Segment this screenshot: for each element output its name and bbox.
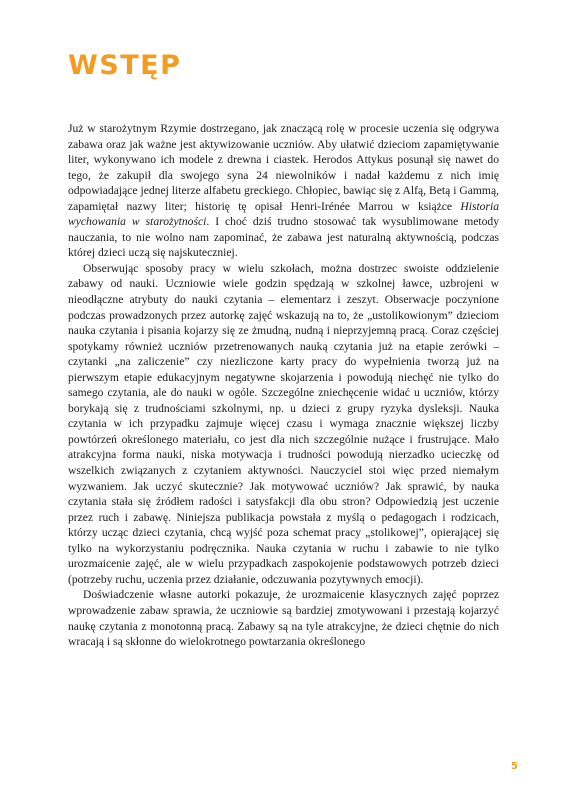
text-run: Już w starożytnym Rzymie dostrzegano, jak znaczącą rolę w procesie uczenia się odgrywa zabawa oraz jak ważne jest aktywizowanie uczniów. Aby ułatwić dzieciom zapamiętywanie liter, wykonywano ich modele z drewna i ciastek. Herodos Attykus posunął się nawet do tego, że zakupił dla swojego syna 24 niewolników i nadał każdemu z nich imię odpowiadające jednej literze alfabetu greckiego. Chłopiec, bawiąc się z Alfą, Betą i Gammą, zapamiętał nazwy liter; historię tę opisał Henri-Irénée Marrou w książce — [68, 122, 499, 213]
paragraph — [68, 121, 499, 261]
text-run: . I choć dziś trudno stosować tak wysublimowane metody nauczania, to nie wolno nam zapominać, że zabawa jest naturalną aktywnością, podczas której dzieci uczą się najskuteczniej. — [68, 215, 499, 260]
text-run: Obserwując sposoby pracy w wielu szkołach, można dostrzec swoiste oddzielenie zabawy od nauki. Uczniowie wiele godzin spędzają w szkolnej ławce, uzbrojeni w nieodłączne atrybuty do nauki czytania – elementarz i zeszyt. Obserwacje poczynione podczas prowadzonych przez autorkę zajęć wskazują na to, że „ustolikowionym” dzieciom nauka czytania i pisania kojarzy się ze żmudną, nudną i nieprzyjemną pracą. Coraz częściej spotykamy również uczniów przetrenowanych nauką czytania już na etapie zerówki – czytanki „na zaliczenie” czy niezliczone karty pracy do wypełnienia tworzą już na pierwszym etapie edukacyjnym negatywne skojarzenia i powodują niechęć nie tylko do samego czytania, ale do nauki w ogóle. Szczególne zniechęcenie widać u uczniów, którzy borykają się z trudnościami szkolnymi, np. u dzieci z grupy ryzyka dysleksji. Nauka czytania w ich przypadku zajmuje więcej czasu i wymaga znacznie większej liczby powtórzeń określonego materiału, co jest dla nich szczególnie nużące i frustrujące. Mało atrakcyjna forma nauki, niska motywacja i trudności powodują nierzadko ucieczkę od wszelkich związanych z czytaniem aktywności. Nauczyciel stoi więc przed niemałym wyzwaniem. Jak uczyć skutecznie? Jak motywować uczniów? Jak sprawić, by nauka czytania stała się źródłem radości i satysfakcji dla obu stron? Odpowiedzią jest uczenie przez ruch i zabawę. Niniejsza publikacja powstała z myślą o pedagogach i rodzicach, którzy ucząc dzieci czytania, chcą wyjść poza schemat pracy „stolikowej”, opierającej się tylko na wykorzystaniu podręcznika. Nauka czytania w ruchu i zabawie to nie tylko urozmaicenie zajęć, ale w wielu przypadkach zaspokojenie podstawowych potrzeb dzieci (potrzeby ruchu, uczenia przez działanie, odczuwania pozytywnych emocji). — [68, 261, 499, 586]
paragraph — [68, 587, 499, 649]
body-text — [68, 121, 499, 650]
book-title: Historia wychowania w starożytności — [68, 199, 499, 229]
text-run: Doświadczenie własne autorki pokazuje, że urozmaicenie klasycznych zajęć poprzez wprowadzenie zabaw sprawia, że uczniowie są bardziej zmotywowani i przestają kojarzyć naukę czytania z monotonną pracą. Zabawy są na tyle atrakcyjne, że dzieci chętnie do nich wracają i są skłonne do wielokrotnego powtarzania określonego — [68, 588, 499, 649]
paragraph — [68, 261, 499, 587]
chapter-heading: WSTĘP — [68, 50, 182, 81]
page-number: 5 — [511, 761, 518, 772]
